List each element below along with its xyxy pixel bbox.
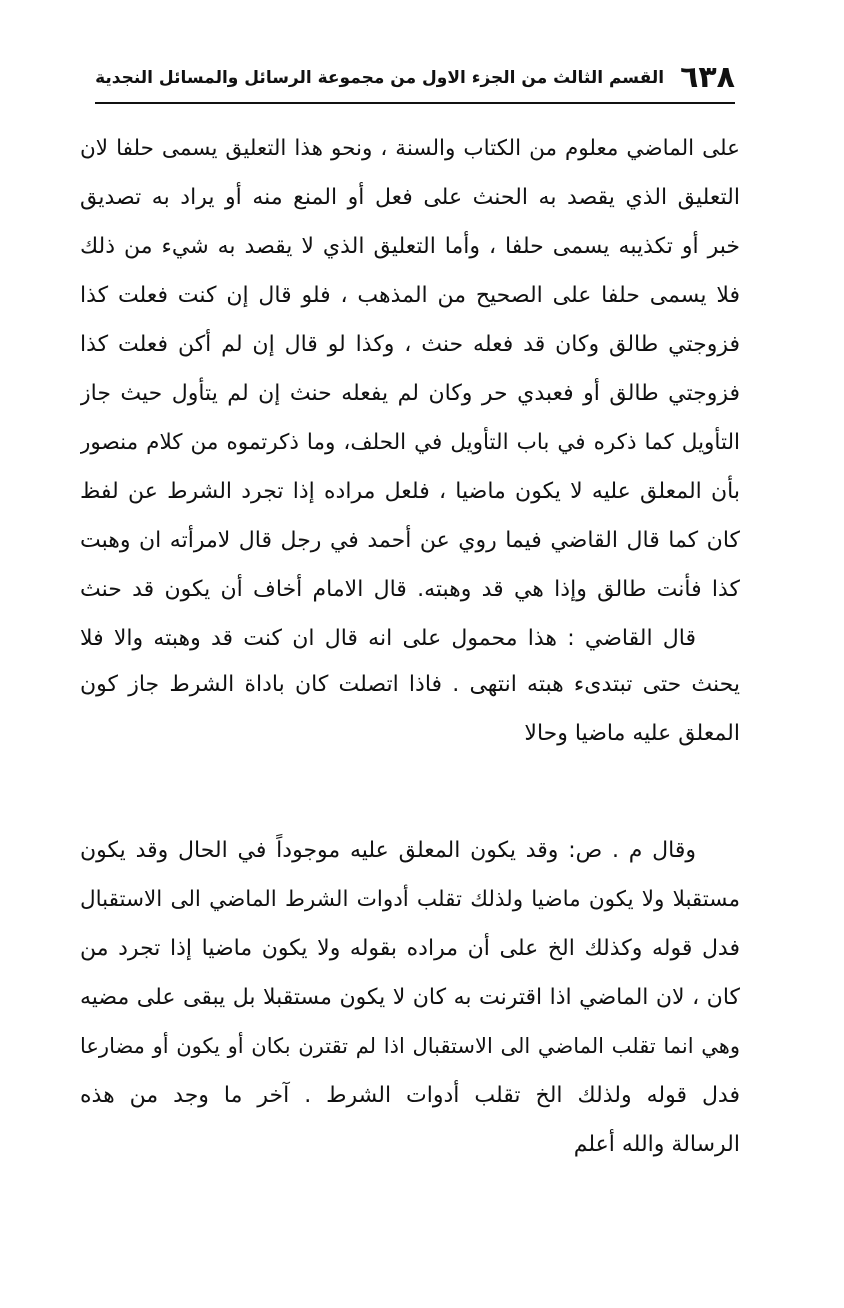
text-line: بأن المعلق عليه لا يكون ماضيا ، فلعل مراده إذا تجرد الشرط عن لفظ	[80, 479, 740, 504]
text-line: فلا يسمى حلفا على الصحيح من المذهب ، فلو قال إن كنت فعلت كذا	[80, 283, 740, 308]
paragraph-3	[80, 826, 740, 1169]
text-line: يحنث حتى تبتدىء هبته انتهى . فاذا اتصلت كان باداة الشرط جاز كون	[80, 672, 740, 697]
text-line: المعلق عليه ماضيا وحالا	[524, 721, 740, 746]
text-line: على الماضي معلوم من الكتاب والسنة ، ونحو هذا التعليق يسمى حلفا لان	[80, 136, 740, 161]
text-line: قال القاضي : هذا محمول على انه قال ان كنت قد وهبته والا فلا	[80, 626, 696, 651]
text-line: وقال م . ص: وقد يكون المعلق عليه موجوداً في الحال وقد يكون	[80, 838, 696, 863]
text-line: التعليق الذي يقصد به الحنث على فعل أو المنع منه أو يراد به تصديق	[80, 185, 740, 210]
text-line: وهي انما تقلب الماضي الى الاستقبال اذا لم تقترن بكان أو يكون أو مضارعا	[80, 1034, 740, 1058]
text-line: كذا فأنت طالق وإذا هي قد وهبته. قال الامام أخاف أن يكون قد حنث	[80, 577, 740, 602]
text-line: الرسالة والله أعلم	[573, 1132, 740, 1157]
text-line: فزوجتي طالق أو فعبدي حر وكان لم يفعله حنث إن لم يتأول حيث جاز	[80, 381, 740, 406]
running-title: القسم الثالث من الجزء الاول من مجموعة الرسائل والمسائل النجدية	[95, 67, 665, 88]
text-line: مستقبلا ولا يكون ماضيا ولذلك تقلب أدوات الشرط الماضي الى الاستقبال	[80, 887, 740, 912]
text-line: كان كما قال القاضي فيما روي عن أحمد في رجل قال لامرأته ان وهبت	[80, 528, 740, 553]
text-line: خبر أو تكذيبه يسمى حلفا ، وأما التعليق الذي لا يقصد به شيء من ذلك	[80, 234, 740, 259]
page-header	[95, 56, 735, 100]
paragraph-1	[80, 124, 740, 663]
text-line: التأويل كما ذكره في باب التأويل في الحلف، وما ذكرتموه من كلام منصور	[80, 430, 740, 455]
text-line: كان ، لان الماضي اذا اقترنت به كان لا يكون مستقبلا بل يبقى على مضيه	[80, 985, 740, 1010]
text-line: فدل قوله وكذلك الخ على أن مراده بقوله ولا يكون ماضيا إذا تجرد من	[80, 936, 740, 961]
page-number: ٦٣٨	[680, 60, 735, 95]
text-line: فدل قوله ولذلك الخ تقلب أدوات الشرط . آخر ما وجد من هذه	[80, 1083, 740, 1108]
text-line: فزوجتي طالق وكان قد فعله حنث ، وكذا لو قال إن لم أكن فعلت كذا	[80, 332, 740, 357]
header-rule	[95, 102, 735, 104]
paragraph-2	[80, 660, 740, 758]
